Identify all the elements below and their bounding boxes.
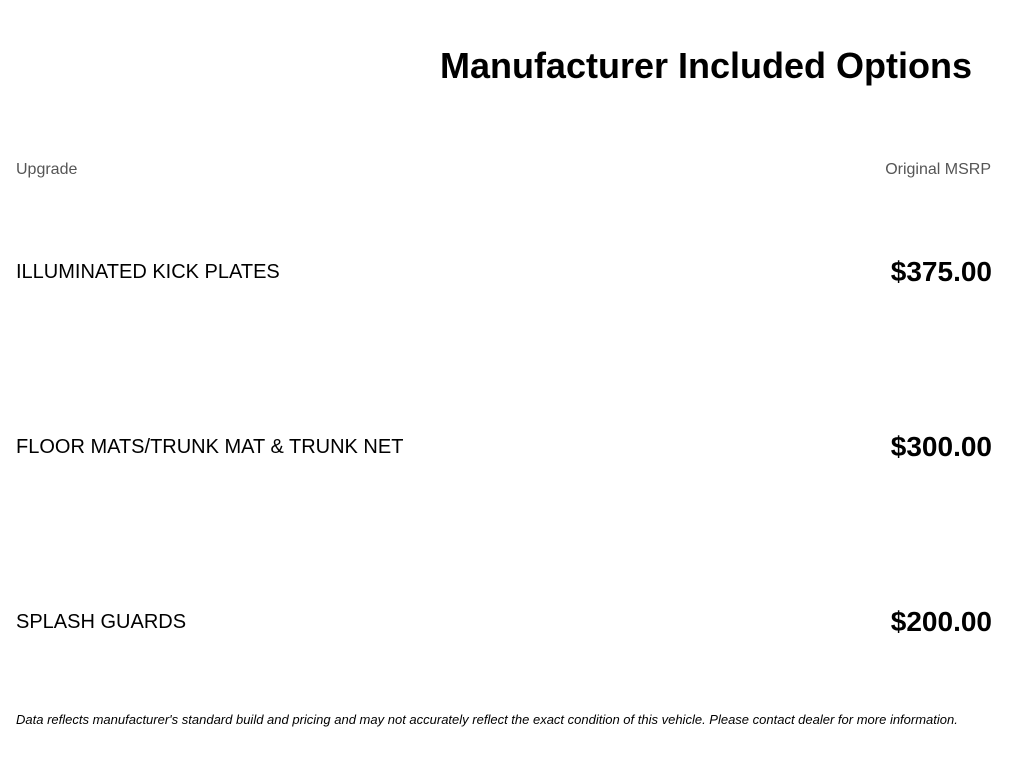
option-row (16, 427, 992, 467)
option-row (16, 602, 992, 642)
option-price: $200.00 (890, 606, 992, 637)
column-header-msrp: Original MSRP (885, 161, 991, 178)
option-row (16, 252, 992, 292)
option-price: $375.00 (890, 256, 992, 287)
option-name: ILLUMINATED KICK PLATES (16, 261, 280, 283)
option-name: SPLASH GUARDS (16, 611, 187, 633)
option-name: FLOOR MATS/TRUNK MAT & TRUNK NET (16, 436, 404, 458)
option-price: $300.00 (890, 431, 992, 462)
page-title: Manufacturer Included Options (439, 45, 972, 86)
disclaimer-text: Data reflects manufacturer's standard build and pricing and may not accurately reflect the exact condition of this vehicle. Please contact dealer for more information. (16, 712, 958, 727)
column-header-upgrade: Upgrade (16, 161, 78, 178)
